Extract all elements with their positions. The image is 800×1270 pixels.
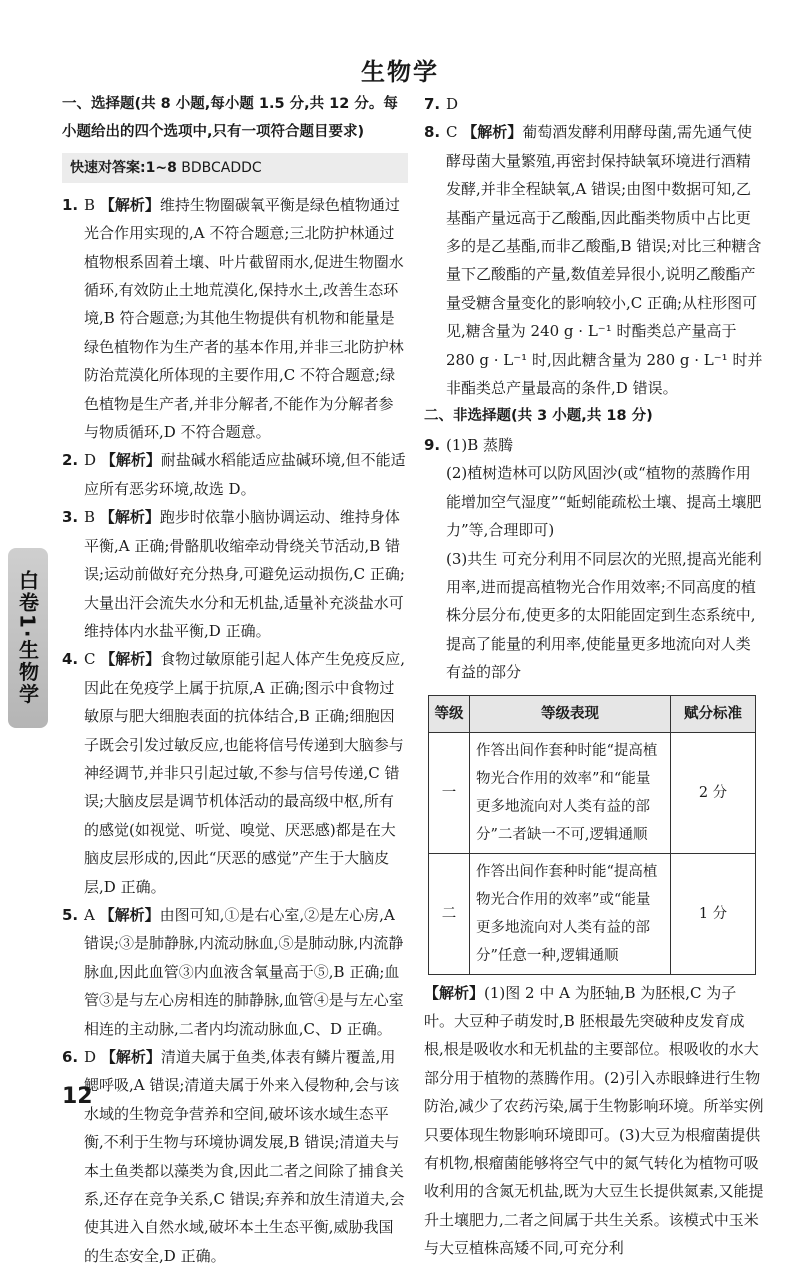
question-1 <box>62 191 408 447</box>
question-9 <box>424 431 764 459</box>
question-answer: C <box>84 650 96 669</box>
question-number: 1. <box>62 195 79 214</box>
question-4 <box>62 645 408 901</box>
question-answer: B <box>84 508 96 527</box>
question-9-part3: (3)共生 可充分利用不同层次的光照,提高光能利用率,进而提高植物光合作用效率;不同高度的植株分层分布,使更多的太阳能固定到生态系统中,提高了能量的利用率,使能量更多地流向对人类有益的部分 <box>446 549 762 682</box>
analysis-text: 清道夫属于鱼类,体表有鳞片覆盖,用鳃呼吸,A 错误;清道夫属于外来入侵物种,会与该水域的生物竞争营养和空间,破坏该水域生态平衡,不利于生物与环境协调发展,B 错误;清道夫与本土鱼类都以藻类为食,因此二者之间除了捕食关系,还存在竞争关系,C 错误;弃养和放生清道夫,会使其进入自然水域,破坏本土生态平衡,威胁我国的生态安全,D 正确。 <box>84 1048 405 1265</box>
analysis-text: 耐盐碱水稻能适应盐碱环境,但不能适应所有恶劣环境,故选 D。 <box>84 451 406 498</box>
quick-answer-box <box>62 153 408 183</box>
analysis-text: 葡萄酒发酵利用酵母菌,需先通气使酵母菌大量繁殖,再密封保持缺氧环境进行酒精发酵,并非全程缺氧,A 错误;由图中数据可知,乙基酯产量远高于乙酸酯,因此酯类物质中占比更多的是乙基酯,而非乙酸酯,B 错误;对比三种糖含量下乙酸酯的产量,数值差异很小,说明乙酸酯产量受糖含量变化的影响较小,C 正确;从柱形图可见,糖含量为 240 g · L⁻¹ 时酯类总产量高于 280 g · L⁻¹ 时,因此糖含量为 280 g · L⁻¹ 时并非酯类总产量最高的条件,D 错误。 <box>446 123 763 398</box>
question-3 <box>62 503 408 645</box>
question-number: 3. <box>62 508 79 527</box>
question-5 <box>62 901 408 1043</box>
quick-answer-values: BDBCADDC <box>181 159 262 176</box>
table-cell-desc: 作答出间作套种时能“提高植物光合作用的效率”或“能量更多地流向对人类有益的部分”任意一种,逻辑通顺 <box>470 853 671 974</box>
question-9-part2: (2)植树造林可以防风固沙(或“植物的蒸腾作用能增加空气湿度”“蚯蚓能疏松土壤、提高土壤肥力”等,合理即可) <box>446 464 762 540</box>
question-number: 5. <box>62 905 79 924</box>
question-number: 7. <box>424 95 441 113</box>
table-cell-score: 2 分 <box>671 732 756 853</box>
analysis-tag: 【解析】 <box>462 123 523 142</box>
left-column <box>62 90 408 1270</box>
question-answer: B <box>84 195 96 214</box>
table-header-performance: 等级表现 <box>470 695 671 732</box>
table-row <box>429 732 756 853</box>
page-number: 12 <box>62 1084 93 1109</box>
page-title: 生物学 <box>361 58 439 86</box>
table-header-level: 等级 <box>429 695 470 732</box>
analysis-text: 跑步时依靠小脑协调运动、维持身体平衡,A 正确;骨骼肌收缩牵动骨绕关节活动,B 错误;运动前做好充分热身,可避免运动损伤,C 正确;大量出汗会流失水分和无机盐,适量补充淡盐水可维持体内水盐平衡,D 正确。 <box>84 508 405 640</box>
scoring-table <box>428 695 756 975</box>
question-8 <box>424 118 764 402</box>
question-number: 6. <box>62 1048 79 1066</box>
question-2 <box>62 446 408 503</box>
question-6 <box>62 1043 408 1270</box>
section-nonchoice-heading: 二、非选择题(共 3 小题,共 18 分) <box>424 408 653 425</box>
analysis-tag: 【解析】 <box>99 195 160 214</box>
question-answer: A <box>84 905 95 924</box>
side-tab <box>8 548 48 728</box>
quick-answer-label: 快速对答案:1~8 <box>70 159 177 176</box>
table-cell-score: 1 分 <box>671 853 756 974</box>
table-cell-level: 一 <box>429 732 470 853</box>
question-answer: D <box>446 95 459 113</box>
analysis-tag: 【解析】 <box>99 905 160 924</box>
question-7 <box>424 90 764 118</box>
question-answer: C <box>446 123 458 142</box>
analysis-tag: 【解析】 <box>424 983 485 1002</box>
section-choice-heading: 一、选择题(共 8 小题,每小题 1.5 分,共 12 分。每小题给出的四个选项中,只有一项符合题目要求) <box>62 96 398 141</box>
analysis-tag: 【解析】 <box>99 508 160 527</box>
right-column <box>424 90 764 1263</box>
question-answer: D <box>84 451 97 470</box>
analysis-text: (1)图 2 中 A 为胚轴,B 为胚根,C 为子叶。大豆种子萌发时,B 胚根最先突破种皮发育成根,根是吸收水和无机盐的主要部位。根吸收的水大部分用于植物的蒸腾作用。(2)引入赤眼蜂进行生物防治,减少了农药污染,属于生物影响环境。所举实例只要体现生物影响环境即可。(3)大豆为根瘤菌提供有机物,根瘤菌能够将空气中的氮气转化为植物可吸收利用的含氮无机盐,既为大豆生长提供氮素,又能提升土壤肥力,二者之间属于共生关系。该模式中玉米与大豆植株高矮不同,可充分利 <box>424 983 764 1258</box>
question-number: 2. <box>62 451 79 470</box>
analysis-text: 维持生物圈碳氧平衡是绿色植物通过光合作用实现的,A 不符合题意;三北防护林通过植物根系固着土壤、叶片截留雨水,促进生物圈水循环,有效防止土地荒漠化,保持水土,改善生态环境,B 符合题意;为其他生物提供有机物和能量是绿色植物作为生产者的基本作用,并非三北防护林防治荒漠化所体现的主要作用,C 不符合题意;绿色植物是生产者,并非分解者,不能作为分解者参与物质循环,D 不符合题意。 <box>84 195 404 442</box>
table-cell-level: 二 <box>429 853 470 974</box>
question-number: 4. <box>62 650 79 669</box>
question-9-analysis <box>424 979 764 1263</box>
table-row <box>429 853 756 974</box>
analysis-tag: 【解析】 <box>100 650 161 669</box>
question-number: 8. <box>424 123 441 142</box>
choice-items <box>62 191 408 1270</box>
analysis-text: 由图可知,①是右心室,②是左心房,A 错误;③是肺静脉,内流动脉血,⑤是肺动脉,内流静脉血,因此血管③内血液含氧量高于⑤,B 正确;血管③是与左心房相连的肺静脉,血管④是与左心室相连的主动脉,二者内均流动脉血,C、D 正确。 <box>84 905 404 1038</box>
side-tab-label: 白卷1·生物学 <box>15 570 40 706</box>
table-header-score: 赋分标准 <box>671 695 756 732</box>
table-cell-desc: 作答出间作套种时能“提高植物光合作用的效率”和“能量更多地流向对人类有益的部分”二者缺一不可,逻辑通顺 <box>470 732 671 853</box>
question-answer: D <box>84 1048 97 1066</box>
analysis-text: 食物过敏原能引起人体产生免疫反应,因此在免疫学上属于抗原,A 正确;图示中食物过敏原与肥大细胞表面的抗体结合,B 正确;细胞因子既会引发过敏反应,也能将信号传递到大脑参与神经调节,并非只引起过敏,不参与信号传递,C 错误;大脑皮层是调节机体活动的最高级中枢,所有的感觉(如视觉、听觉、嗅觉、厌恶感)都是在大脑皮层形成的,因此“厌恶的感觉”产生于大脑皮层,D 正确。 <box>84 650 406 896</box>
question-9-part1: (1)B 蒸腾 <box>446 435 514 454</box>
question-number: 9. <box>424 435 441 454</box>
analysis-tag: 【解析】 <box>100 451 161 470</box>
analysis-tag: 【解析】 <box>100 1048 161 1066</box>
